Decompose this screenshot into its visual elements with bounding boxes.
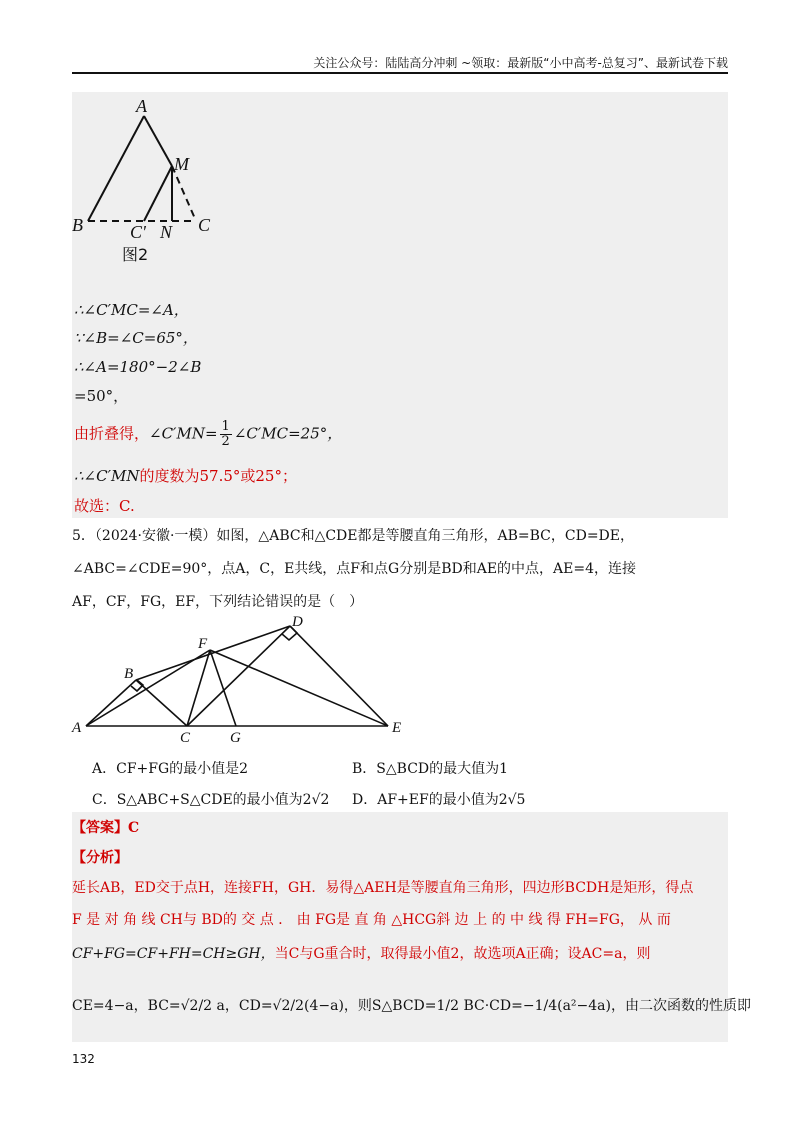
analysis-paragraph-2: F 是 对 角 线 CH与 BD的 交 点 ． 由 FG是 直 角 △HCG斜 边 上 的 中 线 得 FH=FG， 从 而 [72, 912, 671, 928]
page-header: 关注公众号：陆陆高分冲刺 ~领取：最新版“小中高考-总复习”、最新试卷下载 [313, 56, 728, 70]
segment-MC-dashed [172, 166, 196, 221]
segment-AF [86, 650, 210, 726]
segment-AB [88, 116, 144, 221]
label-M: M [174, 154, 189, 174]
label-A: A [72, 720, 82, 736]
answer-line [72, 818, 139, 838]
segment-AM [144, 116, 172, 166]
problem-5-line-2: ∠ABC=∠CDE=90°，点A，C，E共线，点F和点G分别是BD和AE的中点，AE=4，连接 [72, 561, 637, 577]
analysis-paragraph-3-math: CF+FG=CF+FH=CH≥GH， [72, 946, 275, 962]
segment-AB [86, 680, 136, 726]
label-D: D [292, 614, 303, 630]
option-b[interactable]: B．S△BCD的最大值为1 [352, 761, 509, 777]
fraction-denominator: 2 [221, 434, 230, 449]
solution-line-5-prefix: 由折叠得， [74, 424, 150, 443]
segment-MCprime [144, 166, 172, 221]
problem-5-line-1: 5．（2024·安徽·一模）如图，△ABC和△CDE都是等腰直角三角形，AB=BC，CD=DE， [72, 528, 634, 544]
answer-label: 【答案】 [72, 820, 128, 836]
solution-line-6-suffix: 的度数为57.5°或25°； [139, 467, 297, 485]
solution-line-3: ∴∠A=180°−2∠B [74, 358, 202, 376]
analysis-paragraph-3 [72, 944, 650, 964]
label-F: F [198, 636, 208, 652]
option-d[interactable]: D．AF+EF的最小值为2√5 [352, 792, 526, 808]
label-E: E [392, 720, 402, 736]
problem-5-line-3: AF，CF，FG，EF，下列结论错误的是（ ） [72, 594, 364, 610]
figure-5 [70, 614, 410, 746]
solution-line-6-prefix: ∴∠C′MN [74, 467, 140, 485]
label-C: C [180, 730, 191, 746]
page-number: 132 [72, 1052, 95, 1066]
label-B: B [72, 215, 83, 235]
segment-DE [290, 626, 388, 726]
label-A: A [136, 96, 147, 116]
answer-value: C [128, 820, 140, 836]
segment-BC [136, 680, 187, 726]
label-N: N [160, 222, 173, 242]
segment-EF [210, 650, 388, 726]
analysis-paragraph-4: CE=4−a，BC=√2/2 a，CD=√2/2(4−a)，则S△BCD=1/2 BC·CD=−1/4(a²−4a)，由二次函数的性质即 [72, 998, 751, 1014]
option-c[interactable]: C．S△ABC+S△CDE的最小值为2√2 [92, 792, 330, 808]
solution-line-5-right: ∠C′MC=25°， [233, 424, 343, 443]
label-G: G [230, 730, 241, 746]
solution-line-1: ∴∠C′MC=∠A， [74, 301, 189, 319]
figure-2 [72, 94, 242, 266]
label-B: B [124, 666, 134, 682]
solution-line-5-left: ∠C′MN= [149, 424, 218, 443]
label-C: C [198, 215, 211, 235]
figure-2-caption: 图2 [122, 245, 149, 264]
option-a[interactable]: A．CF+FG的最小值是2 [92, 761, 249, 777]
solution-line-6 [74, 466, 297, 486]
solution-line-2: ∵∠B=∠C=65°， [74, 329, 198, 347]
solution-line-4: =50°， [74, 387, 129, 405]
label-Cprime: C' [130, 222, 146, 242]
header-rule [72, 72, 728, 74]
solution-line-5 [74, 420, 342, 449]
analysis-paragraph-1: 延长AB，ED交于点H，连接FH，GH．易得△AEH是等腰直角三角形，四边形BCDH是矩形，得点 [72, 880, 694, 896]
segment-FG [210, 650, 236, 726]
analysis-paragraph-3-text: 当C与G重合时，取得最小值2，故选项A正确；设AC=a，则 [274, 946, 651, 962]
fraction-numerator: 1 [221, 419, 230, 434]
fraction-one-half [220, 420, 232, 449]
analysis-label: 【分析】 [72, 850, 128, 866]
segment-BD [136, 626, 290, 680]
solution-line-7: 故选：C. [74, 497, 135, 515]
